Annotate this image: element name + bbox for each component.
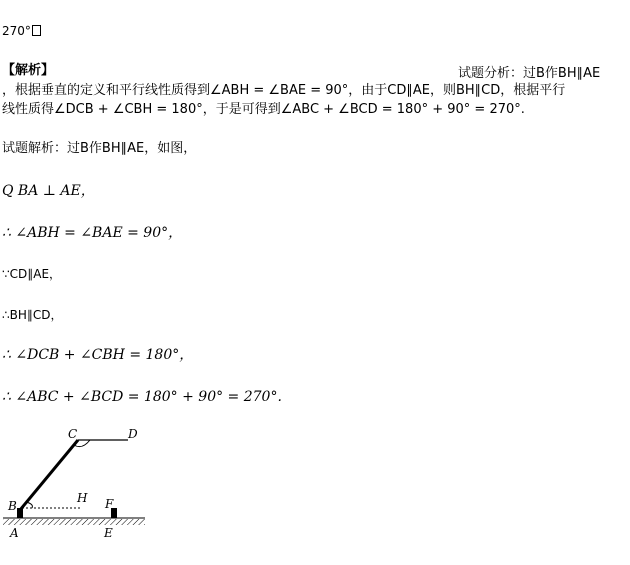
label-b: B xyxy=(8,499,17,513)
label-f: F xyxy=(105,497,114,511)
label-a: A xyxy=(10,526,19,540)
solution-step: Q BA ⊥ AE， xyxy=(2,183,95,199)
solution-step: ∴ ∠ABC + ∠BCD = 180° + 90° = 270°. xyxy=(2,389,282,405)
label-h: H xyxy=(77,491,88,505)
solution-intro: 试题解析：过B作BH∥AE，如图， xyxy=(2,141,197,156)
answer-value: 270° xyxy=(2,24,31,38)
label-e: E xyxy=(104,526,113,540)
geometry-figure xyxy=(0,420,170,560)
solution-step: ∵CD∥AE， xyxy=(2,267,62,281)
solution-step: ∴BH∥CD， xyxy=(2,308,63,322)
analysis-text-line-1: ，根据垂直的定义和平行线性质得到∠ABH = ∠BAE = 90°，由于CD∥AE，则BH∥CD，根据平行 xyxy=(2,83,566,98)
solution-step: ∴ ∠ABH = ∠BAE = 90°， xyxy=(2,225,183,241)
solution-step: ∴ ∠DCB + ∠CBH = 180°， xyxy=(2,347,194,363)
missing-glyph-icon xyxy=(32,25,41,36)
segment-bc xyxy=(20,440,78,510)
analysis-heading: 【解析】 xyxy=(2,63,55,78)
analysis-intro: 试题分析：过B作BH∥AE xyxy=(458,66,601,81)
analysis-text-line-2: 线性质得∠DCB + ∠CBH = 180°，于是可得到∠ABC + ∠BCD = 180° + 90° = 270°. xyxy=(2,102,525,117)
answer-text xyxy=(2,22,41,40)
label-d: D xyxy=(128,427,138,441)
ground-hatch xyxy=(3,519,145,525)
label-c: C xyxy=(68,427,78,441)
